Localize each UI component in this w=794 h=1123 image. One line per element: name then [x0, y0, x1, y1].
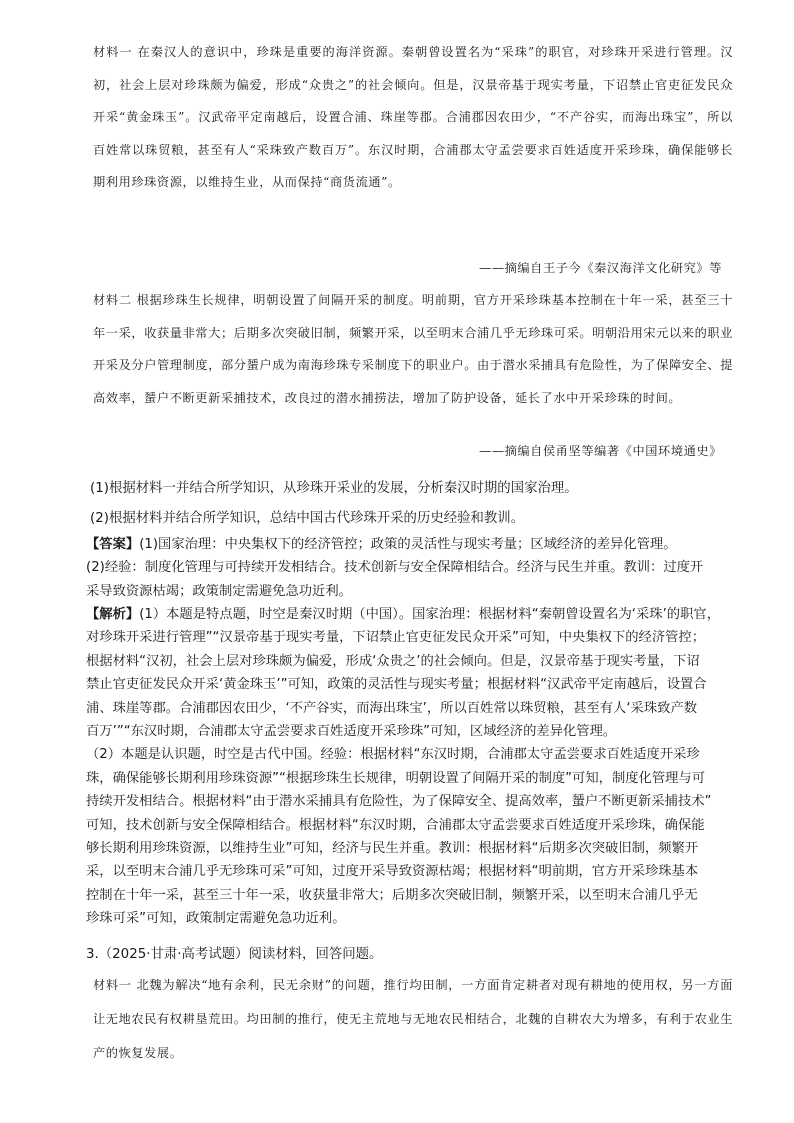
analysis-line: 禁止官吏征发民众开采‘黄金珠玉’”可知，政策的灵活性与现实考量；根据材料“汉武帝平定南越后，设置合 [86, 677, 707, 693]
analysis-line: （2）本题是认识题，时空是古代中国。经验：根据材料“东汉时期，合浦郡太守孟尝要求百姓适度开采珍 [86, 747, 700, 763]
analysis-line: (1）本题是特点题，时空是秦汉时期（中国）。国家治理：根据材料“秦朝曾设置名为‘采珠’的职官， [139, 607, 720, 622]
material-one-text: 材料一 在秦汉人的意识中，珍珠是重要的海洋资源。秦朝曾设置名为“采珠”的职官，对珍珠开采进行管理。汉初，社会上层对珍珠颇为偏爱，形成“众贵之”的社会倾向。但是，汉景帝基于现实考量，下诏禁止官吏征发民众开采“黄金珠玉”。汉武帝平定南越后，设置合浦、珠崖等郡。合浦郡因农田少，“不产谷实，而海出珠宝”，所以百姓常以珠贸粮，甚至有人“采珠致产数百万”。东汉时期，合浦郡太守孟尝要求百姓适度开采珍珠，确保能够长期利用珍珠资源，以维持生业，从而保持“商货流通”。 [93, 45, 733, 190]
question-3-material-one: 材料一 北魏为解决“地有余利，民无余财”的问题，推行均田制，一方面肯定耕者对现有耕地的使用权，另一方面让无地农民有权耕垦荒田。均田制的推行，使无主荒地与无地农民相结合，北魏的自耕农大为增多，有利于农业生产的恢复发展。 [93, 978, 733, 1060]
analysis-line: 珠，确保能够长期利用珍珠资源”“根据珍珠生长规律，明朝设置了间隔开采的制度”可知，制度化管理与可 [86, 770, 706, 786]
analysis-line: 可知，技术创新与安全保障相结合。根据材料“东汉时期，合浦郡太守孟尝要求百姓适度开采珍珠，确保能 [86, 817, 705, 833]
analysis-line: 根据材料“汉初，社会上层对珍珠颇为偏爱，形成‘众贵之’的社会倾向。但是，汉景帝基于现实考量，下诏 [86, 653, 700, 669]
question-2: (2)根据材料并结合所学知识，总结中国古代珍珠开采的历史经验和教训。 [90, 511, 525, 526]
analysis-line: 百万’”“东汉时期，合浦郡太守孟尝要求百姓适度开采珍珠”可知，区域经济的差异化管理。 [86, 724, 617, 740]
answer-section [86, 533, 730, 603]
answer-line: 采导致资源枯竭；政策制定需避免急功近利。 [86, 583, 352, 599]
analysis-line: 采，以至明末合浦几乎无珍珠可采”可知，过度开采导致资源枯竭；根据材料“明前期，官方开采珍珠基本 [86, 864, 699, 880]
analysis-section [86, 603, 730, 931]
answer-line: (2)经验：制度化管理与可持续开发相结合。技术创新与安全保障相结合。经济与民生并重。教训：过度开 [86, 560, 704, 576]
question-3-header: 3.（2025·甘肃·高考试题）阅读材料，回答问题。 [86, 947, 383, 962]
question-1: (1)根据材料一并结合所学知识，从珍珠开采业的发展，分析秦汉时期的国家治理。 [90, 481, 578, 496]
material-one-source: ——摘编自王子今《秦汉海洋文化研究》等 [479, 261, 722, 275]
material-two-source: ——摘编自侯甬坚等编著《中国环境通史》 [479, 444, 722, 458]
analysis-line: 够长期利用珍珠资源，以维持生业”可知，经济与民生并重。教训：根据材料“后期多次突破旧制，频繁开 [86, 841, 699, 857]
analysis-line: 珍珠可采”可知，政策制定需避免急功近利。 [86, 911, 346, 927]
answer-line: (1)国家治理：中央集权下的经济管控；政策的灵活性与现实考量；区域经济的差异化管理。 [139, 537, 677, 552]
analysis-line: 持续开发相结合。根据材料“由于潜水采捕具有危险性，为了保障安全、提高效率，蜑户不断更新采捕技术” [86, 794, 712, 810]
material-two-text: 材料二 根据珍珠生长规律，明朝设置了间隔开采的制度。明前期，官方开采珍珠基本控制在十年一采，甚至三十年一采，收获量非常大；后期多次突破旧制，频繁开采，以至明末合浦几乎无珍珠可采。明朝沿用宋元以来的职业开采及分户管理制度，部分蜑户成为南海珍珠专采制度下的职业户。由于潜水采捕具有危险性，为了保障安全、提高效率，蜑户不断更新采捕技术，改良过的潜水捕捞法，增加了防护设备，延长了水中开采珍珠的时间。 [93, 293, 733, 405]
analysis-line: 对珍珠开采进行管理”“汉景帝基于现实考量，下诏禁止官吏征发民众开采”可知，中央集权下的经济管控； [86, 630, 706, 646]
analysis-tag: 【解析】 [86, 607, 140, 622]
analysis-line: 浦、珠崖等郡。合浦郡因农田少，‘不产谷实，而海出珠宝’，所以百姓常以珠贸粮，甚至有人‘采珠致产数 [86, 700, 698, 716]
analysis-line: 控制在十年一采，甚至三十年一采，收获量非常大；后期多次突破旧制，频繁开采，以至明末合浦几乎无 [86, 887, 698, 903]
answer-tag: 【答案】 [86, 537, 140, 552]
